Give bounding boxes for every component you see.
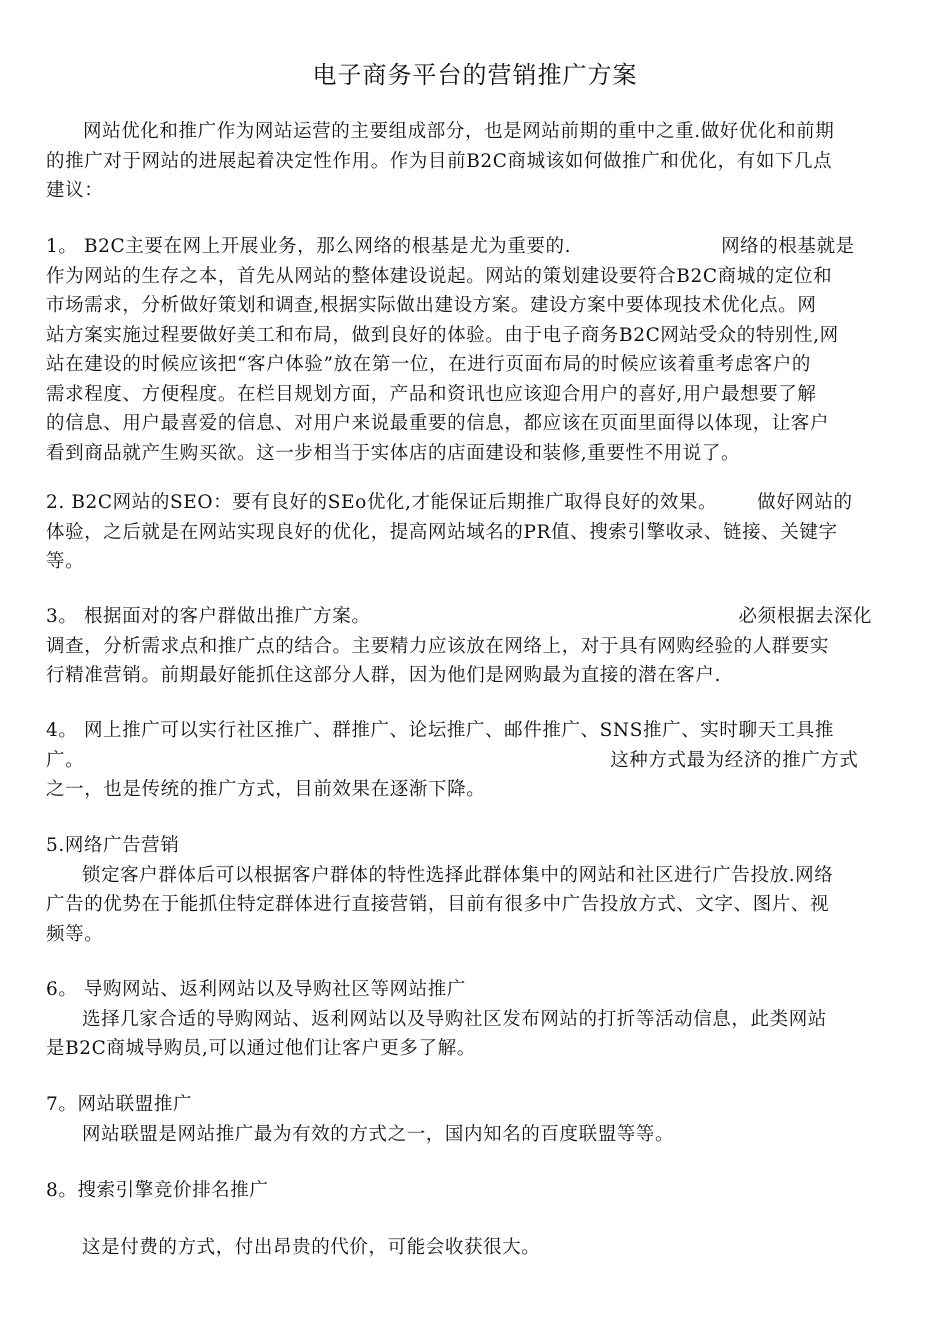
intro-line: 的推广对于网站的进展起着决定性作用。作为目前B2C商城该如何做推广和优化，有如下几点 (46, 150, 833, 172)
section-line (46, 488, 908, 518)
section-line (46, 602, 908, 632)
section-heading: 7。网站联盟推广 (46, 1094, 193, 1115)
section-heading: 6。 导购网站、返利网站以及导购社区等网站推广 (46, 979, 466, 1000)
section-line: 看到商品就产生购买欲。这一步相当于实体店的店面建设和装修,重要性不用说了。 (46, 442, 741, 464)
section-3-lead-tail: 必须根据去深化 (738, 606, 873, 627)
section-heading: 5.网络广告营销 (46, 835, 180, 856)
section-6 (46, 975, 908, 1064)
intro-line: 网站优化和推广作为网站运营的主要组成部分，也是网站前期的重中之重.做好优化和前期 (83, 121, 835, 142)
section-line: 市场需求，分析做好策划和调查,根据实际做出建设方案。建设方案中要体现技术优化点。网 (46, 295, 817, 316)
section-1-lead-tail: 网络的根基就是 (721, 236, 855, 257)
section-line: 作为网站的生存之本，首先从网站的整体建设说起。网站的策划建设要符合B2C商城的定位和 (46, 265, 833, 287)
section-line: 体验，之后就是在网站实现良好的优化，提高网站域名的PR值、搜索引擎收录、链接、关键字 (46, 521, 838, 543)
section-line: 等。 (46, 551, 85, 572)
section-5 (46, 831, 908, 949)
section-line: 行精准营销。前期最好能抓住这部分人群，因为他们是网购最为直接的潜在客户. (46, 665, 721, 686)
section-1-lead: 1。 B2C主要在网上开展业务，那么网络的根基是尤为重要的. (46, 236, 572, 257)
section-3 (46, 602, 908, 691)
section-heading: 8。搜索引擎竞价排名推广 (46, 1180, 269, 1201)
section-7 (46, 1090, 908, 1149)
intro-paragraph (46, 117, 908, 206)
section-2-lead: 2. B2C网站的SEO：要有良好的SEo优化,才能保证后期推广取得良好的效果。 (46, 492, 718, 513)
section-line: 广告的优势在于能抓住特定群体进行直接营销，目前有很多中广告投放方式、文字、图片、视 (46, 894, 830, 915)
section-3-lead: 3。 根据面对的客户群做出推广方案。 (46, 606, 371, 627)
section-8-body (46, 1233, 908, 1263)
section-line: 站方案实施过程要做好美工和布局，做到良好的体验。由于电子商务B2C网站受众的特别性,网 (46, 324, 839, 346)
section-line: 频等。 (46, 923, 104, 945)
section-line: 的信息、用户最喜爱的信息、对用户来说最重要的信息，都应该在页面里面得以体现，让客户 (46, 413, 830, 434)
section-line: 4。 网上推广可以实行社区推广、群推广、论坛推广、邮件推广、SNS推广、实时聊天工具推 (46, 720, 834, 741)
section-line: 之一，也是传统的推广方式，目前效果在逐渐下降。 (46, 779, 486, 800)
section-line: 需求程度、方便程度。在栏目规划方面，产品和资讯也应该迎合用户的喜好,用户最想要了解 (46, 383, 817, 405)
section-2 (46, 488, 908, 577)
section-line: 是B2C商城导购员,可以通过他们让客户更多了解。 (46, 1038, 476, 1059)
section-line (46, 746, 908, 776)
intro-line: 建议： (46, 180, 104, 201)
section-line (46, 232, 908, 262)
section-line: 调查，分析需求点和推广点的结合。主要精力应该放在网络上，对于具有网购经验的人群要实 (46, 635, 830, 657)
section-1 (46, 232, 908, 468)
section-line: 网站联盟是网站推广最为有效的方式之一，国内知名的百度联盟等等。 (82, 1123, 675, 1145)
section-2-lead-tail: 做好网站的 (757, 492, 853, 513)
section-8 (46, 1176, 908, 1206)
section-4-short: 广。 (46, 749, 85, 771)
section-4 (46, 716, 908, 805)
section-line: 选择几家合适的导购网站、返利网站以及导购社区发布网站的打折等活动信息，此类网站 (82, 1008, 827, 1030)
section-line: 锁定客户群体后可以根据客户群体的特性选择此群体集中的网站和社区进行广告投放.网络 (82, 864, 834, 886)
section-line: 这是付费的方式，付出昂贵的代价，可能会收获很大。 (82, 1237, 541, 1258)
document-title: 电子商务平台的营销推广方案 (312, 61, 638, 89)
section-line: 站在建设的时候应该把“客户体验”放在第一位，在进行页面布局的时候应该着重考虑客户的 (46, 354, 812, 375)
section-4-tail: 这种方式最为经济的推广方式 (610, 749, 859, 771)
